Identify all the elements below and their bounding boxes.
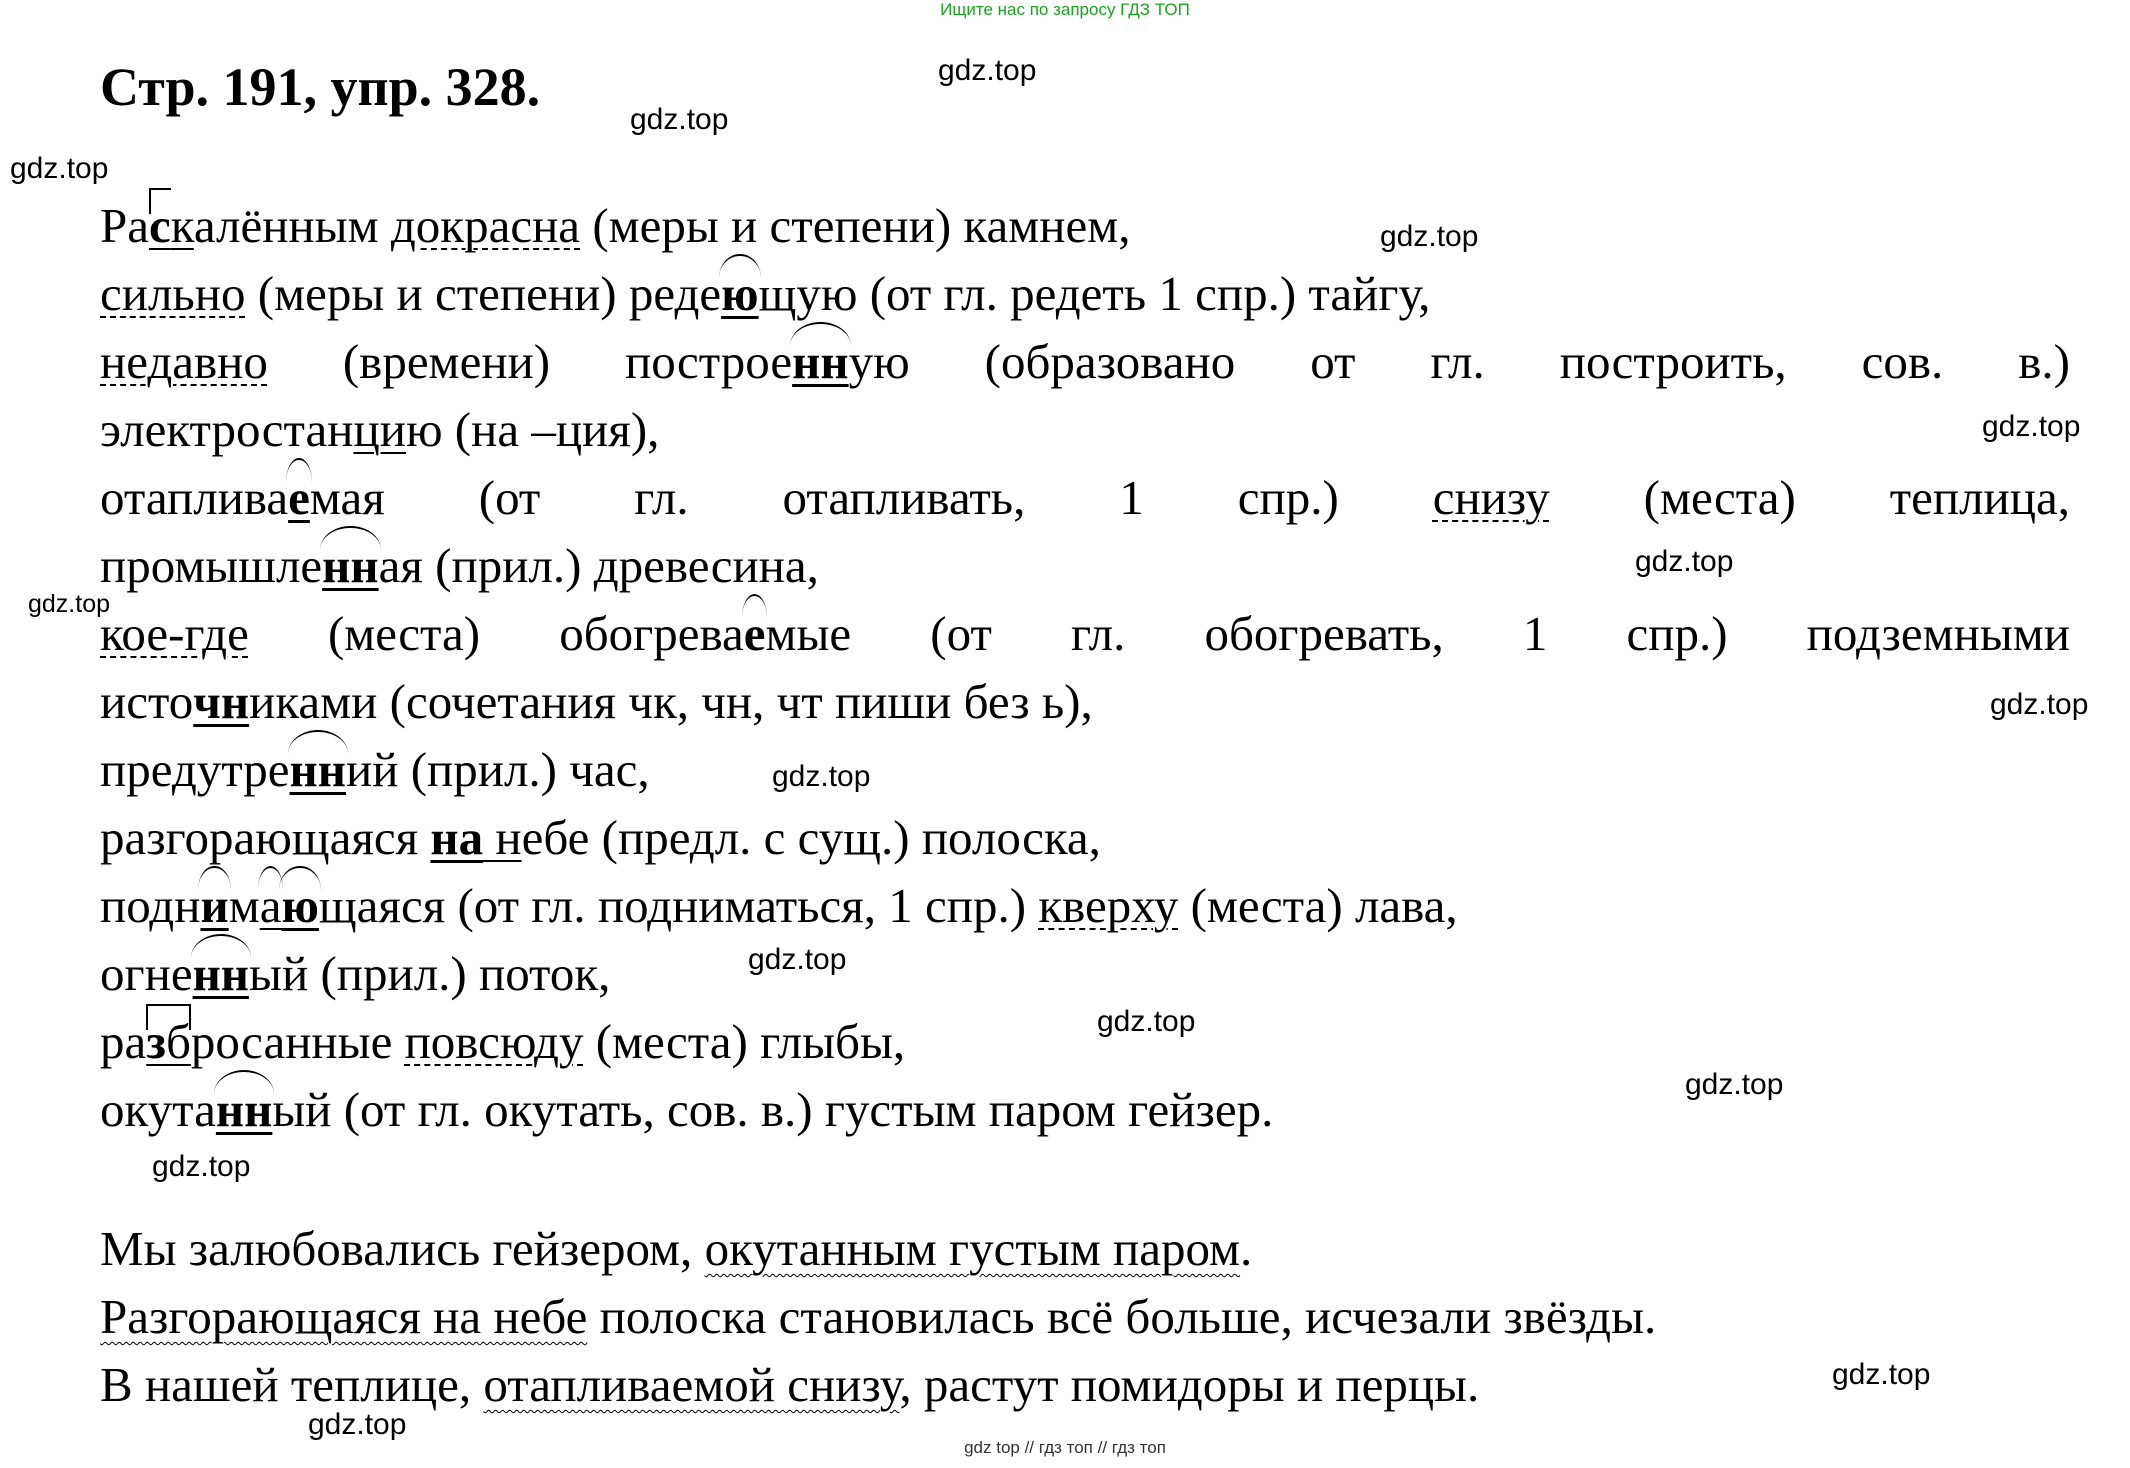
watermark: gdz.top [1380,220,1479,253]
text: окута [100,1082,216,1137]
footer-links[interactable]: gdz top // гдз топ // гдз топ [964,1438,1166,1457]
page-title: Стр. 191, упр. 328. [100,57,541,117]
suffix-letter: ю [721,260,758,328]
adverb: недавно [100,334,268,389]
text-line-5 [100,464,2070,532]
suffix-letter: и [200,872,228,940]
text: отаплива [100,470,289,525]
text: ра [100,1014,147,1069]
text: подн [100,878,201,933]
text-line-11 [100,872,2070,940]
text-line-9 [100,736,2070,804]
exercise-text [100,192,2070,1144]
text: (меры и степени) камнем, [580,198,1131,253]
search-hint: Ищите нас по запросу ГДЗ ТОП [940,0,1190,19]
text-line-12 [100,940,2070,1008]
text: мая (от гл. отапливать, 1 спр.) [309,470,1433,525]
text: ый (от гл. окутать, сов. в.) густым паром гейзер. [272,1082,1274,1137]
watermark: gdz.top [630,103,729,136]
participial-phrase: Разгорающаяся на небе [100,1289,588,1344]
text: (места) обогрева [248,606,744,661]
text: предутре [100,742,290,797]
text: к [170,198,194,253]
text-line-3 [100,328,2070,396]
watermark: gdz.top [308,1408,407,1441]
text: (места) теплица, [1549,470,2070,525]
suffix-letter: нн [216,1076,272,1144]
text-line-2 [100,260,2070,328]
suffix-letter: нн [322,532,378,600]
text: б [166,1008,191,1076]
text: (места) глыбы, [583,1014,906,1069]
preposition: на [430,810,484,865]
text-line-14 [100,1076,2070,1144]
text-line-4 [100,396,2070,464]
adverb: докрасна [390,198,581,253]
text-line-13 [100,1008,2070,1076]
text: н [483,810,522,865]
suffix-letter: нн [792,328,848,396]
text: (времени) построе [267,334,793,389]
watermark: gdz.top [1982,410,2081,443]
suffix-letter: е [744,600,766,668]
watermark: gdz.top [1635,545,1734,578]
watermark: gdz.top [748,943,847,976]
watermark: gdz.top [1990,688,2089,721]
sentence-2 [100,1283,2070,1351]
watermark: gdz.top [10,152,109,185]
watermark: gdz.top [772,760,871,793]
highlighted-letters: чн [193,674,250,729]
watermark: gdz.top [28,590,111,618]
text: (места) лава, [1178,878,1458,933]
text: ий (прил.) час, [346,742,650,797]
suffix-letter: е [288,464,310,532]
text: полоска становилась всё больше, исчезали звёзды. [587,1289,1657,1344]
example-sentences [100,1215,2070,1419]
text-line-6 [100,532,2070,600]
adverb: повсюду [404,1014,584,1069]
text: промышле [100,538,323,593]
text: разгорающаяся [100,810,431,865]
text: росанные [190,1014,405,1069]
text-line-8 [100,668,2070,736]
text: мые (от гл. обогревать, 1 спр.) подземными [765,606,2070,661]
text: ый (прил.) поток, [249,946,611,1001]
watermark: gdz.top [152,1150,251,1183]
text: Мы залюбовались гейзером, [100,1221,705,1276]
text: электростан [100,402,354,457]
text: . [1240,1221,1253,1276]
suffix-letter: а [260,872,282,940]
participial-phrase: отапливаемой снизу [483,1357,900,1412]
prefix-letter: с [149,192,171,260]
text: В нашей теплице, [100,1357,484,1412]
text: ую (образовано от гл. построить, сов. в.) [848,334,2070,389]
text: Ра [100,198,149,253]
adverb: кверху [1038,878,1179,933]
text: ая (прил.) древесина, [378,538,819,593]
suffix-letter: нн [290,736,346,804]
adverb: сильно [100,266,246,321]
text: иками (сочетания чк, чн, чт пиши без ь), [249,674,1093,729]
text-line-7 [100,600,2070,668]
text: м [228,878,260,933]
text: исто [100,674,194,729]
text: ебе (предл. с сущ.) полоска, [521,810,1101,865]
prefix-letter: з [146,1008,166,1076]
watermark: gdz.top [1097,1005,1196,1038]
highlighted-letters: ци [353,402,406,457]
watermark: gdz.top [1832,1358,1931,1391]
watermark: gdz.top [1685,1068,1784,1101]
suffix-letter: нн [193,940,249,1008]
participial-phrase: окутанным густым паром [704,1221,1241,1276]
text: щаяся (от гл. подниматься, 1 спр.) [318,878,1039,933]
sentence-1 [100,1215,2070,1283]
sentence-3 [100,1351,2070,1419]
text-line-10 [100,804,2070,872]
text-line-1 [100,192,2070,260]
watermark: gdz.top [938,54,1037,87]
text: (меры и степени) реде [245,266,722,321]
suffix-letter: ю [281,872,318,940]
text: алённым [193,198,391,253]
adverb: кое-где [100,606,249,661]
text: ю (на –ция), [405,402,660,457]
text: огне [100,946,193,1001]
text: , растут помидоры и перцы. [899,1357,1480,1412]
text: щую (от гл. редеть 1 спр.) тайгу, [758,266,1431,321]
adverb: снизу [1432,470,1550,525]
